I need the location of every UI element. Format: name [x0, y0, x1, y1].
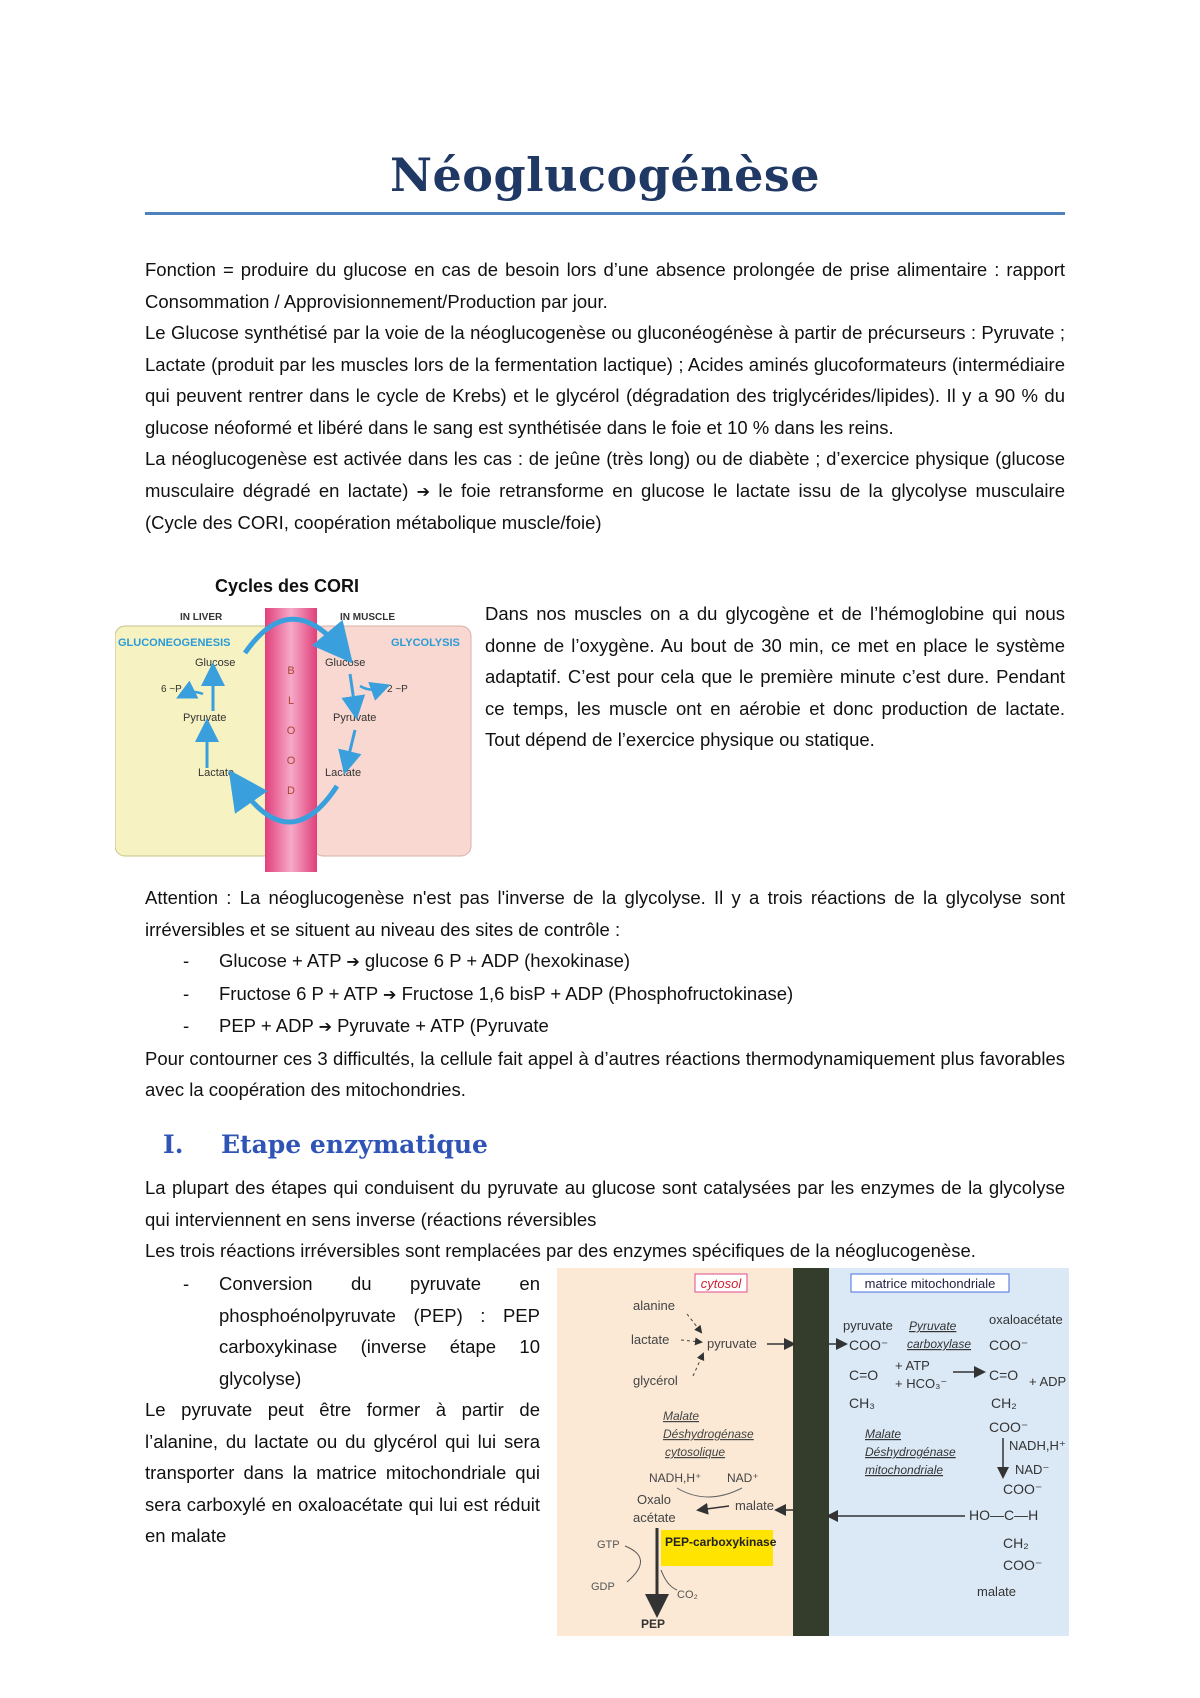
list-item: - PEP + ADP ➔ Pyruvate + ATP (Pyruvate: [183, 1015, 549, 1036]
muscle-glucose-label: Glucose: [325, 657, 366, 669]
mitochondrial-membrane: [793, 1268, 829, 1636]
blood-vessel: [265, 608, 317, 872]
glycolysis-label: GLYCOLYSIS: [391, 637, 460, 649]
blood-letter-d: D: [287, 785, 295, 797]
section-title: Etape enzymatique: [221, 1130, 488, 1159]
mdh-cyto-line2: Déshydrogénase: [663, 1427, 754, 1441]
hco3-label: + HCO₃⁻: [895, 1376, 948, 1391]
muscle-lactate-label: Lactate: [325, 767, 362, 779]
reaction-right: Pyruvate + ATP (Pyruvate: [337, 1015, 549, 1036]
intro-section: [145, 254, 1065, 539]
mdh-m-line3: mitochondriale: [865, 1463, 944, 1477]
pc-line2: carboxylase: [907, 1337, 972, 1351]
activation-text-before: La néoglucogenèse est activée dans les cas : de jeûne (très long) ou de diabète ; d’exercice physique (glucose musculaire dégradé en lactate): [145, 448, 1065, 501]
blood-letter-l: L: [287, 695, 295, 707]
reaction-left: Glucose + ATP: [219, 950, 342, 971]
cytosol-label: cytosol: [700, 1276, 742, 1291]
blood-letter-o1: O: [286, 725, 296, 737]
mdh-m-line2: Déshydrogénase: [865, 1445, 956, 1459]
matrix-pyruvate-label: pyruvate: [843, 1318, 893, 1333]
liver-p-label: 6 ~P: [161, 684, 182, 695]
alanine-label: alanine: [633, 1298, 675, 1313]
matrix-label: matrice mitochondriale: [864, 1276, 996, 1291]
pyr-co-label: C=O: [849, 1367, 879, 1383]
cori-text: Dans nos muscles on a du glycogène et de l’hémoglobine qui nous donne de l’oxygène. Au bout de 30 min, ce met en place le système adaptatif. C’est pour cela que le première minute c’est dure. Pendant ce temps, les muscle ont en aérobie et donc production de lactate. Tout dépend de l’exercice physique ou statique.: [485, 603, 1065, 750]
liver-panel: [115, 626, 273, 856]
oaa-coo2-label: COO⁻: [989, 1419, 1029, 1435]
conversion-list: [145, 1268, 540, 1394]
section-left-column: [145, 1268, 540, 1552]
glycerol-label: glycérol: [633, 1373, 678, 1388]
adp-label: + ADP: [1029, 1374, 1067, 1389]
muscle-pyruvate-label: Pyruvate: [333, 712, 377, 724]
pyr-ch3-label: CH₃: [849, 1395, 875, 1411]
section-intro: [145, 1172, 1065, 1267]
activation-text-after: le foie retransforme en glucose le lactate issu de la glycolyse musculaire (Cycle des CORI, coopération métabolique muscle/foie): [145, 479, 1065, 533]
page-title: Néoglucogénèse: [389, 148, 821, 202]
section-paragraph-1: La plupart des étapes qui conduisent du pyruvate au glucose sont catalysées par les enzymes de la glycolyse qui interviennent en sens inverse (réactions réversibles: [145, 1177, 1065, 1230]
list-item: - Fructose 6 P + ATP ➔ Fructose 1,6 bisP + ADP (Phosphofructokinase): [183, 982, 794, 1004]
list-item: - Glucose + ATP ➔ glucose 6 P + ADP (hexokinase): [183, 950, 631, 971]
gdp-label: GDP: [591, 1581, 615, 1593]
mdh-cyto-line1: Malate: [663, 1409, 700, 1423]
enzyme-figure: [557, 1268, 1069, 1636]
attention-paragraph: [145, 882, 1065, 945]
in-liver-label: IN LIVER: [180, 612, 223, 623]
mal-hoch-label: HO—C—H: [969, 1507, 1039, 1523]
section-body: Le pyruvate peut être former à partir de l’alanine, du lactate ou du glycérol qui lui sera transporter dans la matrice mitochondriale qui sera carboxylé en oxaloacétate qui lui est réduit en malate: [145, 1399, 540, 1546]
matrix-nad-label: NAD⁻: [1015, 1462, 1050, 1477]
gtp-label: GTP: [597, 1539, 620, 1551]
mal-coo2-label: COO⁻: [1003, 1557, 1043, 1573]
blood-letter-o2: O: [286, 755, 296, 767]
section-number: I.: [163, 1130, 184, 1159]
in-muscle-label: IN MUSCLE: [340, 612, 395, 623]
cori-cycle-figure: [115, 576, 475, 872]
attention-conclusion: Pour contourner ces 3 difficultés, la cellule fait appel à d’autres réactions thermodynamiquement plus favorables avec la coopération des mitochondries.: [145, 1047, 1065, 1100]
mal-ch2-label: CH₂: [1003, 1535, 1029, 1551]
list-item: - Conversion du pyruvate en phosphoénolpyruvate (PEP) : PEP carboxykinase (inverse étape 10 glycolyse): [183, 1273, 540, 1389]
intro-paragraph-1: Fonction = produire du glucose en cas de besoin lors d’une absence prolongée de prise alimentaire : rapport Consommation / Approvisionnement/Production par jour.: [145, 259, 1065, 312]
oxalo-line1: Oxalo: [637, 1492, 671, 1507]
arrow-right-icon: ➔: [346, 952, 360, 971]
arrow-right-icon: ➔: [318, 1017, 332, 1036]
reaction-right: Fructose 1,6 bisP + ADP (Phosphofructokinase): [401, 982, 794, 1004]
attention-text: La néoglucogenèse n'est pas l'inverse de la glycolyse. Il y a trois réactions de la glycolyse sont irréversibles et se situent au niveau des sites de contrôle :: [145, 887, 1065, 940]
pc-line1: Pyruvate: [909, 1319, 957, 1333]
reaction-list: [145, 945, 1065, 1043]
atp-label: + ATP: [895, 1358, 930, 1373]
cori-explanation: [485, 598, 1065, 756]
co2-label: CO₂: [677, 1589, 698, 1601]
oaa-coo-label: COO⁻: [989, 1337, 1029, 1353]
muscle-p-label: 2 ~P: [387, 684, 408, 695]
matrix-nadh-label: NADH,H⁺: [1009, 1438, 1066, 1453]
mal-coo-label: COO⁻: [1003, 1481, 1043, 1497]
liver-pyruvate-label: Pyruvate: [183, 712, 227, 724]
matrix-malate-label: malate: [977, 1584, 1017, 1599]
matrix-oxaloacetate-label: oxaloacétate: [989, 1312, 1063, 1327]
attention-label: Attention :: [145, 887, 232, 908]
pyr-coo-label: COO⁻: [849, 1337, 889, 1353]
oxalo-line2: acétate: [633, 1510, 676, 1525]
intro-paragraph-2: Le Glucose synthétisé par la voie de la néoglucogenèse ou gluconéogénèse à partir de précurseurs : Pyruvate ; Lactate (produit par les muscles lors de la fermentation lactique) ; Acides aminés glucoformateurs (intermédiaire qui peuvent rentrer dans le cycle de Krebs) et le glycérol (dégradation des triglycérides/lipides). Il y a 90 % du glucose néoformé et libéré dans le sang est synthétisée dans le foie et 10 % dans les reins.: [145, 322, 1065, 438]
oaa-ch2-label: CH₂: [991, 1395, 1017, 1411]
activation-paragraph: [145, 443, 1065, 539]
cyto-nadh-label: NADH,H⁺: [649, 1471, 702, 1485]
cori-title: Cycles des CORI: [215, 576, 360, 596]
cyto-malate-label: malate: [735, 1498, 775, 1513]
section-paragraph-2: Les trois réactions irréversibles sont remplacées par des enzymes spécifiques de la néoglucogenèse.: [145, 1240, 976, 1261]
pep-label: PEP: [641, 1617, 666, 1631]
reaction-left: PEP + ADP: [219, 1015, 314, 1036]
reaction-right: glucose 6 P + ADP (hexokinase): [364, 950, 631, 971]
arrow-right-icon: ➔: [416, 481, 431, 501]
mdh-m-line1: Malate: [865, 1427, 902, 1441]
oaa-co-label: C=O: [989, 1367, 1019, 1383]
mdh-cyto-line3: cytosolique: [665, 1445, 726, 1459]
pyruvate-label: pyruvate: [707, 1336, 757, 1351]
title-underline: [145, 212, 1065, 215]
lactate-label: lactate: [631, 1332, 670, 1347]
conversion-text: Conversion du pyruvate en phosphoénolpyruvate (PEP) : PEP carboxykinase (inverse étape 10 glycolyse): [219, 1273, 540, 1389]
liver-lactate-label: Lactate: [198, 767, 235, 779]
cyto-nad-label: NAD⁺: [727, 1471, 759, 1485]
section-heading: [163, 1130, 488, 1159]
attention-section: [145, 882, 1065, 1106]
liver-glucose-label: Glucose: [195, 657, 236, 669]
gluconeogenesis-label: GLUCONEOGENESIS: [118, 637, 231, 649]
reaction-left: Fructose 6 P + ATP: [219, 982, 378, 1004]
pepck-label: PEP-carboxykinase: [665, 1535, 777, 1549]
cori-diagram: [115, 608, 475, 872]
blood-letter-b: B: [287, 665, 295, 677]
arrow-right-icon: ➔: [383, 984, 397, 1004]
